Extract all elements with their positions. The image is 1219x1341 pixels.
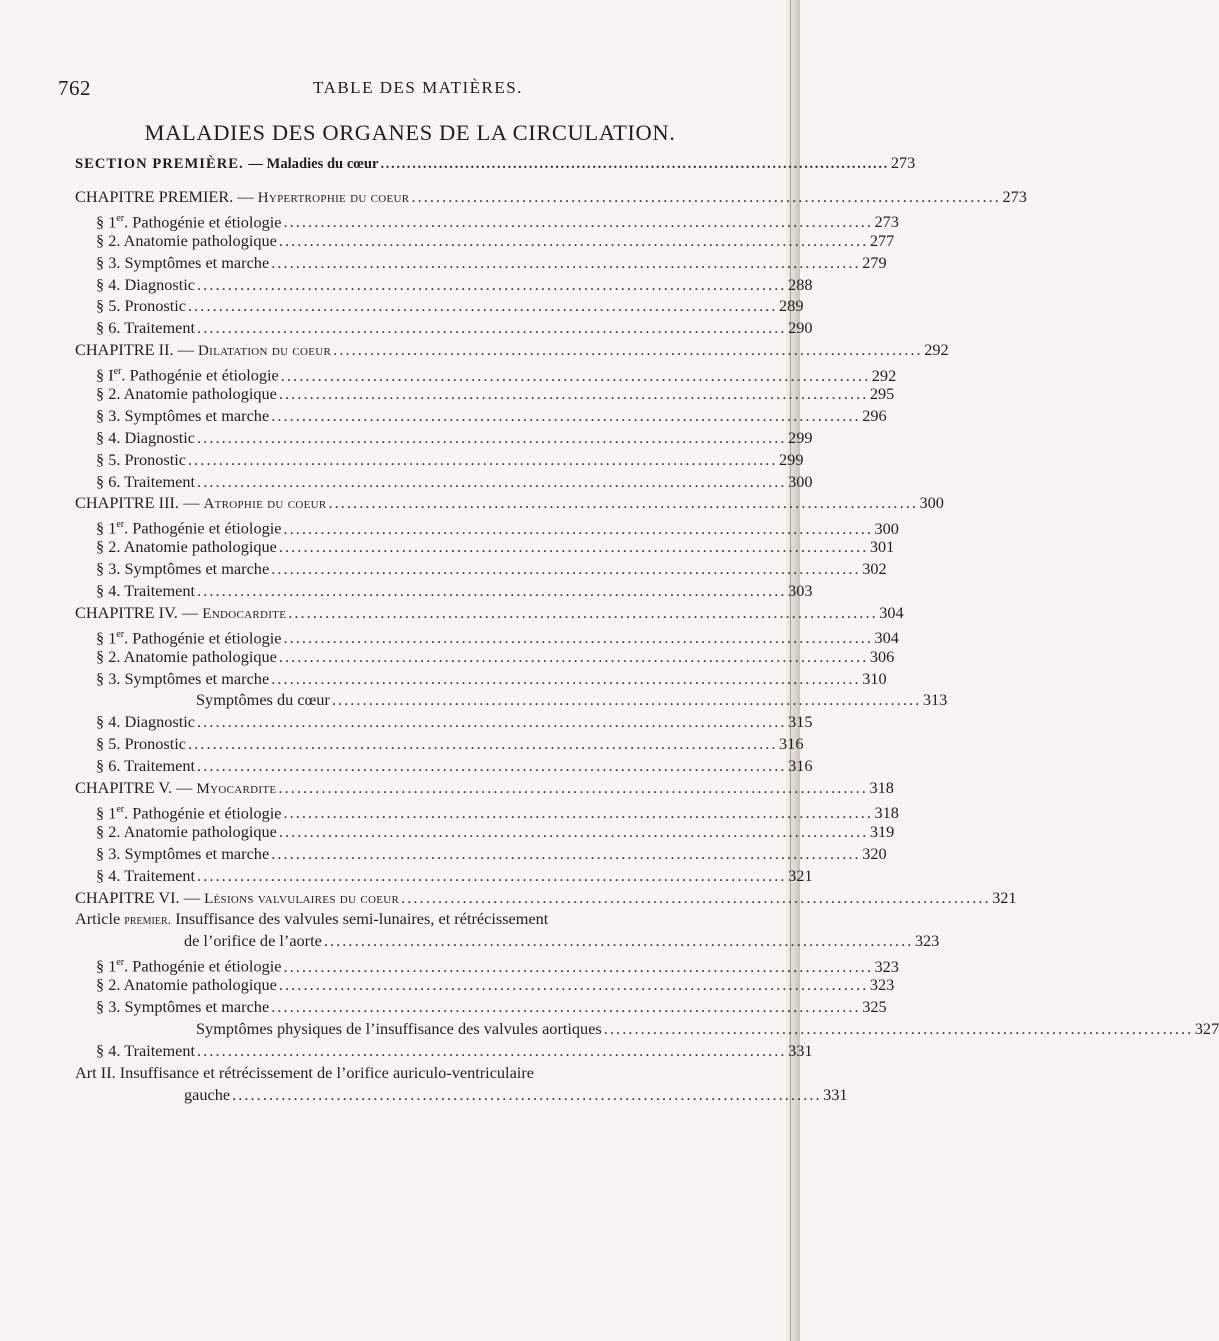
entry-page: 323 bbox=[874, 956, 899, 976]
paragraph-entry bbox=[75, 799, 899, 823]
leader-dots bbox=[604, 1018, 1190, 1040]
running-title: TABLE DES MATIÈRES. bbox=[313, 78, 523, 97]
paragraph-entry bbox=[75, 843, 887, 865]
paragraph-entry bbox=[75, 252, 887, 274]
paragraph-entry bbox=[75, 536, 895, 558]
entry-page: 310 bbox=[862, 668, 887, 688]
chapter-entry bbox=[75, 339, 949, 361]
entry-page: 304 bbox=[874, 628, 899, 648]
entry-label: § 4. Traitement bbox=[96, 1040, 196, 1060]
entry-page: 300 bbox=[788, 471, 813, 491]
leader-dots bbox=[271, 405, 857, 427]
leader-dots bbox=[197, 317, 783, 339]
paragraph-entry bbox=[75, 668, 887, 690]
chapter-entry bbox=[75, 777, 894, 799]
leader-dots bbox=[279, 383, 865, 405]
entry-label bbox=[75, 339, 331, 363]
entry-label bbox=[75, 777, 276, 801]
section-title: SECTION PREMIÈRE. bbox=[75, 156, 244, 172]
ordinal-suffix: er bbox=[116, 957, 125, 969]
entry-label: § 3. Symptômes et marche bbox=[96, 668, 270, 688]
entry-label: § 2. Anatomie pathologique bbox=[96, 537, 277, 557]
leader-dots bbox=[279, 821, 865, 843]
entry-page: 320 bbox=[862, 843, 887, 863]
leader-dots bbox=[197, 427, 783, 449]
table-of-contents bbox=[75, 151, 1219, 1105]
entry-label: gauche bbox=[184, 1084, 231, 1104]
entry-label: § 2. Anatomie pathologique bbox=[96, 975, 277, 995]
entry-label: § 3. Symptômes et marche bbox=[96, 996, 270, 1016]
paragraph-entry bbox=[75, 558, 887, 580]
paragraph-entry bbox=[75, 471, 813, 493]
entry-page: 315 bbox=[788, 712, 813, 732]
entry-label: § 1er. Pathogénie et étiologie bbox=[96, 803, 282, 823]
entry-label bbox=[75, 1062, 534, 1084]
entry-label: § 1er. Pathogénie et étiologie bbox=[96, 212, 282, 232]
article-prefix: Article bbox=[75, 909, 125, 929]
entry-page: 316 bbox=[779, 734, 804, 754]
paragraph-entry bbox=[75, 1040, 813, 1062]
paragraph-entry bbox=[75, 208, 899, 232]
entry-label: § 2. Anatomie pathologique bbox=[96, 646, 277, 666]
entry-page: 325 bbox=[862, 996, 887, 1016]
entry-page: 303 bbox=[788, 581, 813, 601]
entry-label: Symptômes physiques de l’insuffisance des valvules aortiques bbox=[196, 1018, 602, 1038]
paragraph-entry bbox=[75, 580, 813, 602]
entry-page: 299 bbox=[788, 427, 813, 447]
paragraph-entry bbox=[75, 405, 887, 427]
entry-label bbox=[75, 492, 326, 516]
entry-page: 313 bbox=[922, 690, 948, 710]
article-ordinal: premier. bbox=[124, 913, 172, 929]
leader-dots bbox=[279, 974, 865, 996]
paragraph-entry bbox=[75, 821, 895, 843]
entry-page: 331 bbox=[788, 1040, 813, 1060]
paragraph-entry bbox=[75, 295, 804, 317]
section-page: 273 bbox=[890, 153, 916, 172]
entry-page: 318 bbox=[874, 803, 899, 823]
entry-page: 302 bbox=[862, 559, 887, 579]
entry-page: 304 bbox=[879, 602, 904, 622]
entry-page: 300 bbox=[919, 493, 944, 513]
entry-page: 321 bbox=[992, 887, 1017, 907]
leader-dots bbox=[197, 755, 783, 777]
entry-page: 288 bbox=[788, 274, 813, 294]
entry-page: 323 bbox=[869, 975, 895, 995]
ordinal-suffix: er bbox=[116, 628, 125, 640]
leader-dots bbox=[380, 153, 886, 176]
entry-label bbox=[75, 602, 286, 626]
subsection-entry bbox=[75, 1018, 1219, 1040]
entry-page: 318 bbox=[869, 778, 894, 798]
entry-label: § 4. Diagnostic bbox=[96, 712, 196, 732]
entry-page: 277 bbox=[869, 230, 895, 250]
chapter-number: CHAPITRE IV. — bbox=[75, 602, 203, 622]
chapter-number: CHAPITRE V. — bbox=[75, 778, 197, 798]
chapter-entry bbox=[75, 492, 944, 514]
paragraph-entry bbox=[75, 230, 895, 252]
leader-dots bbox=[197, 274, 783, 296]
paragraph-entry bbox=[75, 361, 897, 385]
leader-dots bbox=[271, 668, 857, 690]
entry-label: § 5. Pronostic bbox=[96, 296, 187, 316]
entry-label: Symptômes du cœur bbox=[196, 690, 330, 710]
entry-page: 327 bbox=[1194, 1018, 1219, 1038]
entry-page: 319 bbox=[869, 821, 895, 841]
entry-page: 292 bbox=[924, 340, 949, 360]
paragraph-entry bbox=[75, 646, 895, 668]
entry-page: 331 bbox=[823, 1084, 848, 1104]
chapter-entry bbox=[75, 602, 904, 624]
section-label bbox=[75, 153, 378, 176]
chapter-number: CHAPITRE VI. — bbox=[75, 887, 205, 907]
entry-label: § 3. Symptômes et marche bbox=[96, 843, 270, 863]
leader-dots bbox=[271, 996, 857, 1018]
leader-dots bbox=[271, 558, 857, 580]
chapter-title: Myocardite bbox=[196, 781, 277, 798]
paragraph-entry bbox=[75, 624, 899, 648]
entry-label: § 3. Symptômes et marche bbox=[96, 252, 270, 272]
article-title: Insuffisance des valvules semi-lunaires, et rétrécissement bbox=[171, 909, 549, 929]
leader-dots bbox=[197, 1040, 783, 1062]
entry-page: 316 bbox=[788, 756, 813, 776]
leader-dots bbox=[279, 536, 865, 558]
leader-dots bbox=[332, 689, 918, 711]
entry-page: 295 bbox=[869, 384, 895, 404]
leader-dots bbox=[188, 449, 774, 471]
paragraph-entry bbox=[75, 514, 899, 538]
entry-label: § 2. Anatomie pathologique bbox=[96, 821, 277, 841]
article-title: II. Insuffisance et rétrécissement de l’orifice auriculo-ventriculaire bbox=[100, 1062, 534, 1082]
leader-dots bbox=[188, 295, 774, 317]
leader-dots bbox=[324, 930, 910, 952]
paragraph-entry bbox=[75, 996, 887, 1018]
chapter-number: CHAPITRE III. — bbox=[75, 493, 204, 513]
entry-label: § 4. Traitement bbox=[96, 581, 196, 601]
continuation-entry bbox=[75, 1084, 848, 1106]
leader-dots bbox=[279, 230, 865, 252]
ordinal-suffix: er bbox=[116, 803, 125, 815]
paragraph-entry bbox=[75, 733, 804, 755]
leader-dots bbox=[271, 843, 857, 865]
entry-page: 292 bbox=[871, 365, 897, 385]
entry-label: § 4. Diagnostic bbox=[96, 427, 196, 447]
paragraph-entry bbox=[75, 427, 813, 449]
paragraph-entry bbox=[75, 755, 813, 777]
entry-page: 273 bbox=[1002, 187, 1027, 206]
entry-label: § 3. Symptômes et marche bbox=[96, 559, 270, 579]
chapter-number: CHAPITRE II. — bbox=[75, 340, 199, 360]
continuation-entry bbox=[75, 930, 940, 952]
chapter-title: Lésions valvulaires du coeur bbox=[204, 890, 400, 907]
entry-label: § 3. Symptômes et marche bbox=[96, 405, 270, 425]
entry-label bbox=[75, 908, 548, 932]
entry-page: 296 bbox=[862, 405, 887, 425]
paragraph-entry bbox=[75, 317, 813, 339]
leader-dots bbox=[278, 777, 864, 799]
entry-page: 273 bbox=[874, 212, 899, 232]
entry-label: § 6. Traitement bbox=[96, 756, 196, 776]
entry-page: 323 bbox=[914, 931, 940, 951]
paragraph-entry bbox=[75, 865, 813, 887]
section-subtitle: — Maladies du cœur bbox=[248, 156, 379, 172]
ordinal-suffix: er bbox=[116, 212, 125, 224]
paragraph-entry bbox=[75, 952, 899, 976]
entry-label: § 1er. Pathogénie et étiologie bbox=[96, 956, 282, 976]
chapter-entry bbox=[75, 887, 1017, 909]
main-heading: MALADIES DES ORGANES DE LA CIRCULATION. bbox=[144, 120, 676, 145]
entry-page: 301 bbox=[869, 537, 895, 557]
entry-label: § 4. Diagnostic bbox=[96, 274, 196, 294]
entry-label: § 5. Pronostic bbox=[96, 449, 187, 469]
entry-page: 299 bbox=[779, 449, 804, 469]
paragraph-entry bbox=[75, 383, 895, 405]
entry-label: § 4. Traitement bbox=[96, 865, 196, 885]
page-number: 762 bbox=[58, 76, 91, 100]
entry-label: § 6. Traitement bbox=[96, 318, 196, 338]
chapter-title: Hypertrophie du coeur bbox=[257, 190, 410, 206]
leader-dots bbox=[197, 580, 783, 602]
paragraph-entry bbox=[75, 274, 813, 296]
entry-label: § 2. Anatomie pathologique bbox=[96, 230, 277, 250]
entry-page: 289 bbox=[779, 296, 804, 316]
leader-dots bbox=[232, 1084, 818, 1106]
article-prefix: Art bbox=[75, 1062, 101, 1082]
article-entry bbox=[75, 908, 755, 930]
ordinal-suffix: er bbox=[113, 366, 122, 378]
subsection-entry bbox=[75, 689, 948, 711]
article-entry bbox=[75, 1062, 755, 1084]
leader-dots bbox=[271, 252, 857, 274]
leader-dots bbox=[197, 471, 783, 493]
entry-label: § Ier. Pathogénie et étiologie bbox=[96, 365, 279, 385]
entry-label: § 5. Pronostic bbox=[96, 734, 187, 754]
entry-label: § 6. Traitement bbox=[96, 471, 196, 491]
paragraph-entry bbox=[75, 974, 895, 996]
chapter-title: Endocardite bbox=[202, 605, 287, 622]
chapter-entry bbox=[75, 186, 1027, 208]
paragraph-entry bbox=[75, 711, 813, 733]
paragraph-entry bbox=[75, 449, 804, 471]
entry-label: § 2. Anatomie pathologique bbox=[96, 384, 277, 404]
entry-page: 321 bbox=[788, 865, 813, 885]
leader-dots bbox=[333, 339, 919, 361]
entry-page: 279 bbox=[862, 252, 887, 272]
entry-label: § 1er. Pathogénie et étiologie bbox=[96, 518, 282, 538]
leader-dots bbox=[288, 602, 874, 624]
chapter-number: CHAPITRE PREMIER. — bbox=[75, 187, 258, 206]
leader-dots bbox=[411, 186, 997, 208]
leader-dots bbox=[188, 733, 774, 755]
ordinal-suffix: er bbox=[116, 519, 125, 531]
chapter-title: Dilatation du coeur bbox=[198, 343, 332, 360]
section-heading bbox=[75, 151, 916, 174]
chapter-title: Atrophie du coeur bbox=[203, 496, 327, 513]
entry-label: de l’orifice de l’aorte bbox=[184, 931, 322, 951]
running-head bbox=[58, 76, 758, 102]
entry-label bbox=[75, 887, 399, 911]
entry-page: 306 bbox=[869, 646, 895, 666]
leader-dots bbox=[197, 865, 783, 887]
entry-page: 290 bbox=[788, 318, 813, 338]
leader-dots bbox=[197, 711, 783, 733]
leader-dots bbox=[328, 492, 914, 514]
leader-dots bbox=[279, 646, 865, 668]
entry-label bbox=[75, 186, 409, 210]
entry-label: § 1er. Pathogénie et étiologie bbox=[96, 628, 282, 648]
leader-dots bbox=[401, 887, 987, 909]
entry-page: 300 bbox=[874, 518, 899, 538]
